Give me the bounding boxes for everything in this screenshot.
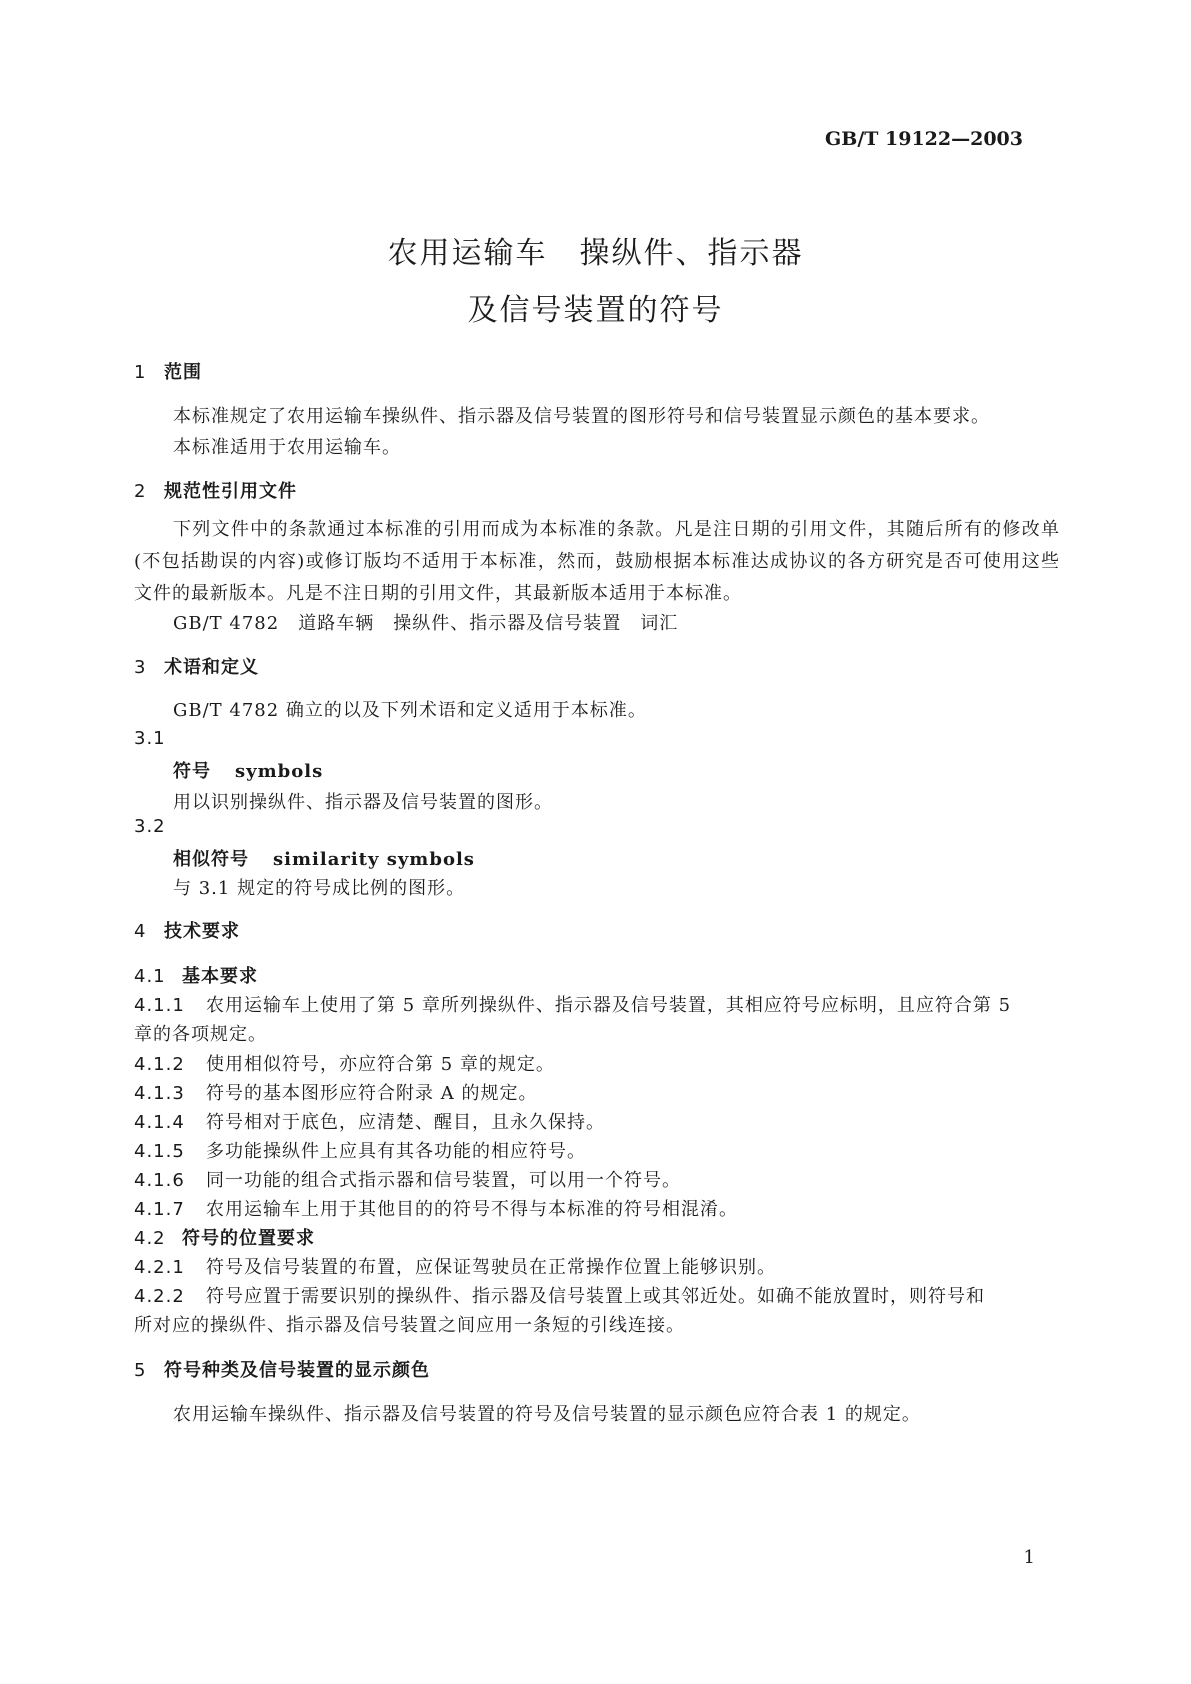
section-title: 技术要求	[164, 921, 240, 942]
page-number: 1	[1023, 1547, 1035, 1568]
clause-4-1-4	[134, 1108, 605, 1134]
subsection-4-2-heading	[134, 1224, 315, 1250]
clause-number: 4.1.6	[134, 1170, 185, 1191]
section-title: 范围	[164, 362, 202, 383]
definition-3-1-term	[173, 757, 323, 783]
clause-number: 4.1.4	[134, 1112, 185, 1133]
document-title-line2: 及信号装置的符号	[467, 293, 724, 328]
section-title: 术语和定义	[164, 657, 259, 678]
clause-4-1-5	[134, 1137, 586, 1163]
term-zh: 符号	[173, 761, 211, 782]
clause-number: 4.1.2	[134, 1054, 185, 1075]
subsection-title: 基本要求	[182, 966, 258, 987]
clause-4-1-1	[134, 991, 1011, 1017]
section-title: 规范性引用文件	[164, 481, 297, 502]
clause-4-1-6	[134, 1166, 681, 1192]
definition-3-1-number: 3.1	[134, 728, 166, 749]
term-en: similarity symbols	[273, 849, 475, 870]
section-5-paragraph-1: 农用运输车操纵件、指示器及信号装置的符号及信号装置的显示颜色应符合表 1 的规定。	[173, 1404, 921, 1425]
section-number: 4	[134, 921, 147, 942]
clause-4-1-3	[134, 1079, 537, 1105]
clause-4-1-1-continuation: 章的各项规定。	[134, 1024, 267, 1045]
section-1-paragraph-2: 本标准适用于农用运输车。	[173, 437, 401, 458]
definition-3-2-term	[173, 845, 475, 871]
subsection-number: 4.1	[134, 966, 166, 987]
section-3-intro: GB/T 4782 确立的以及下列术语和定义适用于本标准。	[173, 700, 647, 721]
clause-text: 符号及信号装置的布置，应保证驾驶员在正常操作位置上能够识别。	[206, 1257, 776, 1278]
clause-4-2-2-continuation: 所对应的操纵件、指示器及信号装置之间应用一条短的引线连接。	[134, 1315, 685, 1336]
clause-text: 农用运输车上用于其他目的的符号不得与本标准的符号相混淆。	[206, 1199, 738, 1220]
definition-3-2-text: 与 3.1 规定的符号成比例的图形。	[173, 878, 466, 899]
section-1-paragraph-1: 本标准规定了农用运输车操纵件、指示器及信号装置的图形符号和信号装置显示颜色的基本要求。	[173, 406, 990, 427]
document-title-line1: 农用运输车 操纵件、指示器	[387, 236, 804, 271]
clause-text: 符号相对于底色，应清楚、醒目，且永久保持。	[206, 1112, 605, 1133]
clause-4-2-1	[134, 1253, 776, 1279]
section-number: 3	[134, 657, 147, 678]
definition-3-2-number: 3.2	[134, 816, 166, 837]
clause-number: 4.1.5	[134, 1141, 185, 1162]
subsection-title: 符号的位置要求	[182, 1228, 315, 1249]
section-1-heading	[134, 358, 202, 384]
clause-4-2-2	[134, 1282, 985, 1308]
clause-4-1-2	[134, 1050, 555, 1076]
subsection-number: 4.2	[134, 1228, 166, 1249]
clause-text: 使用相似符号，亦应符合第 5 章的规定。	[206, 1054, 555, 1075]
clause-text: 农用运输车上使用了第 5 章所列操纵件、指示器及信号装置，其相应符号应标明，且应符合第 5	[206, 995, 1012, 1016]
section-4-heading	[134, 917, 240, 943]
clause-number: 4.2.1	[134, 1257, 185, 1278]
section-3-heading	[134, 653, 259, 679]
clause-text: 多功能操纵件上应具有其各功能的相应符号。	[206, 1141, 586, 1162]
section-number: 1	[134, 362, 147, 383]
term-en: symbols	[235, 761, 324, 782]
definition-3-1-text: 用以识别操纵件、指示器及信号装置的图形。	[173, 792, 553, 813]
section-5-heading	[134, 1356, 430, 1382]
clause-number: 4.2.2	[134, 1286, 185, 1307]
section-2-paragraph-1: 下列文件中的条款通过本标准的引用而成为本标准的条款。凡是注日期的引用文件，其随后所有的修改单(不包括勘误的内容)或修订版均不适用于本标准，然而，鼓励根据本标准达成协议的各方研究是否可使用这些文件的最新版本。凡是不注日期的引用文件，其最新版本适用于本标准。	[134, 519, 1060, 604]
section-number: 2	[134, 481, 147, 502]
clause-number: 4.1.7	[134, 1199, 185, 1220]
clause-text: 符号的基本图形应符合附录 A 的规定。	[206, 1083, 538, 1104]
normative-reference: GB/T 4782 道路车辆 操纵件、指示器及信号装置 词汇	[173, 613, 679, 634]
section-number: 5	[134, 1360, 147, 1381]
clause-number: 4.1.1	[134, 995, 185, 1016]
clause-4-1-7	[134, 1195, 738, 1221]
clause-text: 符号应置于需要识别的操纵件、指示器及信号装置上或其邻近处。如确不能放置时，则符号和	[206, 1286, 985, 1307]
subsection-4-1-heading	[134, 962, 258, 988]
clause-text: 同一功能的组合式指示器和信号装置，可以用一个符号。	[206, 1170, 681, 1191]
section-2-heading	[134, 477, 297, 503]
clause-number: 4.1.3	[134, 1083, 185, 1104]
term-zh: 相似符号	[173, 849, 249, 870]
section-title: 符号种类及信号装置的显示颜色	[164, 1360, 430, 1381]
standard-number: GB/T 19122—2003	[825, 128, 1023, 150]
